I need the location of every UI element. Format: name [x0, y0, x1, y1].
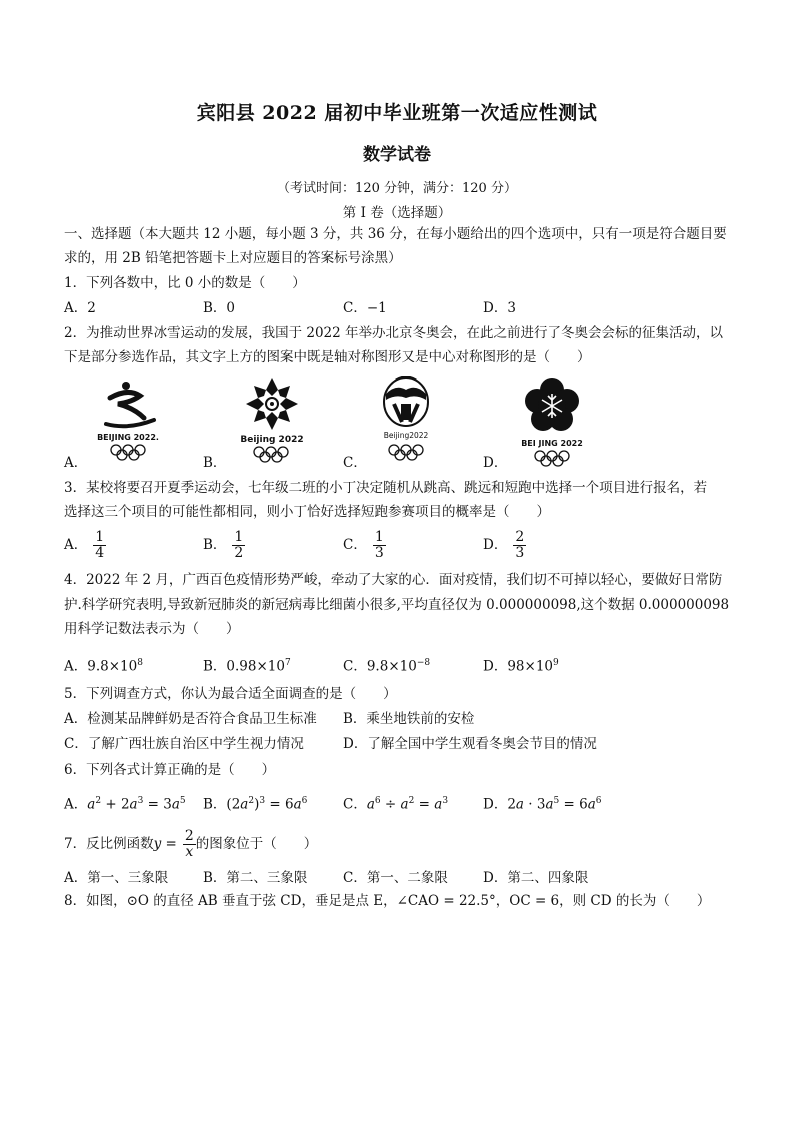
q3-stem-1: 3．某校将要召开夏季运动会，七年级二班的小丁决定随机从跳高、跳远和短跑中选择一个项目进行报名，若 — [64, 480, 708, 496]
q4-options — [64, 652, 732, 674]
q1-options — [64, 297, 732, 319]
q1-option-d: D．3 — [483, 300, 516, 316]
q1-option-b: B．0 — [203, 300, 236, 316]
q7-option-c: C．第一、二象限 — [343, 870, 448, 886]
q2-option-c: C． — [343, 455, 367, 471]
q7-option-b: B．第二、三象限 — [203, 870, 308, 886]
q2-option-d: D． — [483, 455, 508, 471]
logo-c-caption: Beijing2022 — [383, 431, 429, 440]
q5-option-b: B．乘坐地铁前的安检 — [343, 711, 475, 727]
q1-option-c: C．−1 — [343, 300, 387, 316]
q7-stem: 7．反比例函数y = $\frac{2}{x}$ 的图象位于（ ） — [64, 828, 318, 860]
q4-option-b: B．$0.98\times 10^7$ — [203, 658, 291, 675]
subject-title: 数学试卷 — [363, 145, 431, 165]
q2-options — [64, 452, 732, 474]
q4-stem-2: 护.科学研究表明,导致新冠肺炎的新冠病毒比细菌小很多,平均直径仅为 0.000000098,这个数据 0.000000098 — [64, 597, 730, 613]
q6-option-c: C．$a^6 \div a^2 = a^3$ — [343, 796, 449, 813]
q4-option-d: D．$98\times 10^9$ — [483, 658, 559, 675]
logo-d-caption: BEI JING 2022 — [521, 439, 583, 448]
q6-options — [64, 790, 732, 812]
q3-stem-2: 选择这三个项目的可能性都相同，则小丁恰好选择短跑参赛项目的概率是（ ） — [64, 504, 550, 520]
exam-title: 宾阳县 2022 届初中毕业班第一次适应性测试 — [196, 102, 598, 124]
q1-option-a: A．2 — [64, 300, 96, 316]
instructions-line-1: 一、选择题（本大题共 12 小题，每小题 3 分，共 36 分，在每小题给出的四个选项中，只有一项是符合题目要 — [64, 226, 727, 242]
q1-stem: 1．下列各数中，比 0 小的数是（ ） — [64, 275, 306, 291]
q4-stem-3: 用科学记数法表示为（ ） — [64, 621, 240, 637]
q6-option-b: B．$(2a^2)^3 = 6a^6$ — [203, 796, 308, 813]
q3-option-a: A． $\frac{1}{4}$ — [64, 529, 105, 561]
q7-option-d: D．第二、四象限 — [483, 870, 589, 886]
q6-option-a: A．$a^2 + 2a^3 = 3a^5$ — [64, 796, 186, 813]
q6-option-d: D．$2a \cdot 3a^5 = 6a^6$ — [483, 796, 602, 813]
instructions-line-2: 求的，用 2B 铅笔把答题卡上对应题目的答案标号涂黑） — [64, 250, 402, 266]
logo-b-caption: Beijing 2022 — [240, 435, 304, 445]
q3-option-d: D． $\frac{2}{3}$ — [483, 529, 525, 561]
q5-option-d: D．了解全国中学生观看冬奥会节目的情况 — [343, 736, 597, 752]
logo-a-caption: BEIJING 2022. — [97, 433, 159, 442]
q3-option-c: C． $\frac{1}{3}$ — [343, 529, 384, 561]
q2-option-b: B． — [203, 455, 227, 471]
q6-stem: 6．下列各式计算正确的是（ ） — [64, 762, 276, 778]
q5-option-c: C．了解广西壮族自治区中学生视力情况 — [64, 736, 304, 752]
q4-option-a: A．$9.8\times 10^8$ — [64, 658, 143, 675]
q7-options — [64, 867, 732, 889]
q2-stem-2: 下是部分参选作品，其文字上方的图案中既是轴对称图形又是中心对称图形的是（ ） — [64, 349, 591, 365]
q3-options — [64, 527, 732, 563]
q4-option-c: C．$9.8\times 10^{-8}$ — [343, 658, 431, 675]
q3-option-b: B． $\frac{1}{2}$ — [203, 529, 244, 561]
q5-options-row-2 — [64, 733, 732, 755]
exam-info: （考试时间：120 分钟，满分：120 分） — [277, 181, 517, 196]
q2-option-a: A． — [64, 455, 88, 471]
q5-stem: 5．下列调查方式，你认为最合适全面调查的是（ ） — [64, 686, 397, 702]
q8-stem: 8．如图，⊙O 的直径 AB 垂直于弦 CD，垂足是点 E，∠CAO = 22.5°，OC = 6，则 CD 的长为（ ） — [64, 893, 711, 909]
q4-stem-1: 4．2022 年 2 月，广西百色疫情形势严峻，牵动了大家的心．面对疫情，我们切不可掉以轻心，要做好日常防 — [64, 572, 723, 588]
q5-option-a: A．检测某品牌鲜奶是否符合食品卫生标准 — [64, 711, 317, 727]
q7-option-a: A．第一、三象限 — [64, 870, 169, 886]
section-title: 第 I 卷（选择题） — [342, 205, 452, 221]
q2-stem-1: 2．为推动世界冰雪运动的发展，我国于 2022 年举办北京冬奥会，在此之前进行了冬奥会会标的征集活动，以 — [64, 325, 724, 341]
q5-options-row-1 — [64, 708, 732, 730]
